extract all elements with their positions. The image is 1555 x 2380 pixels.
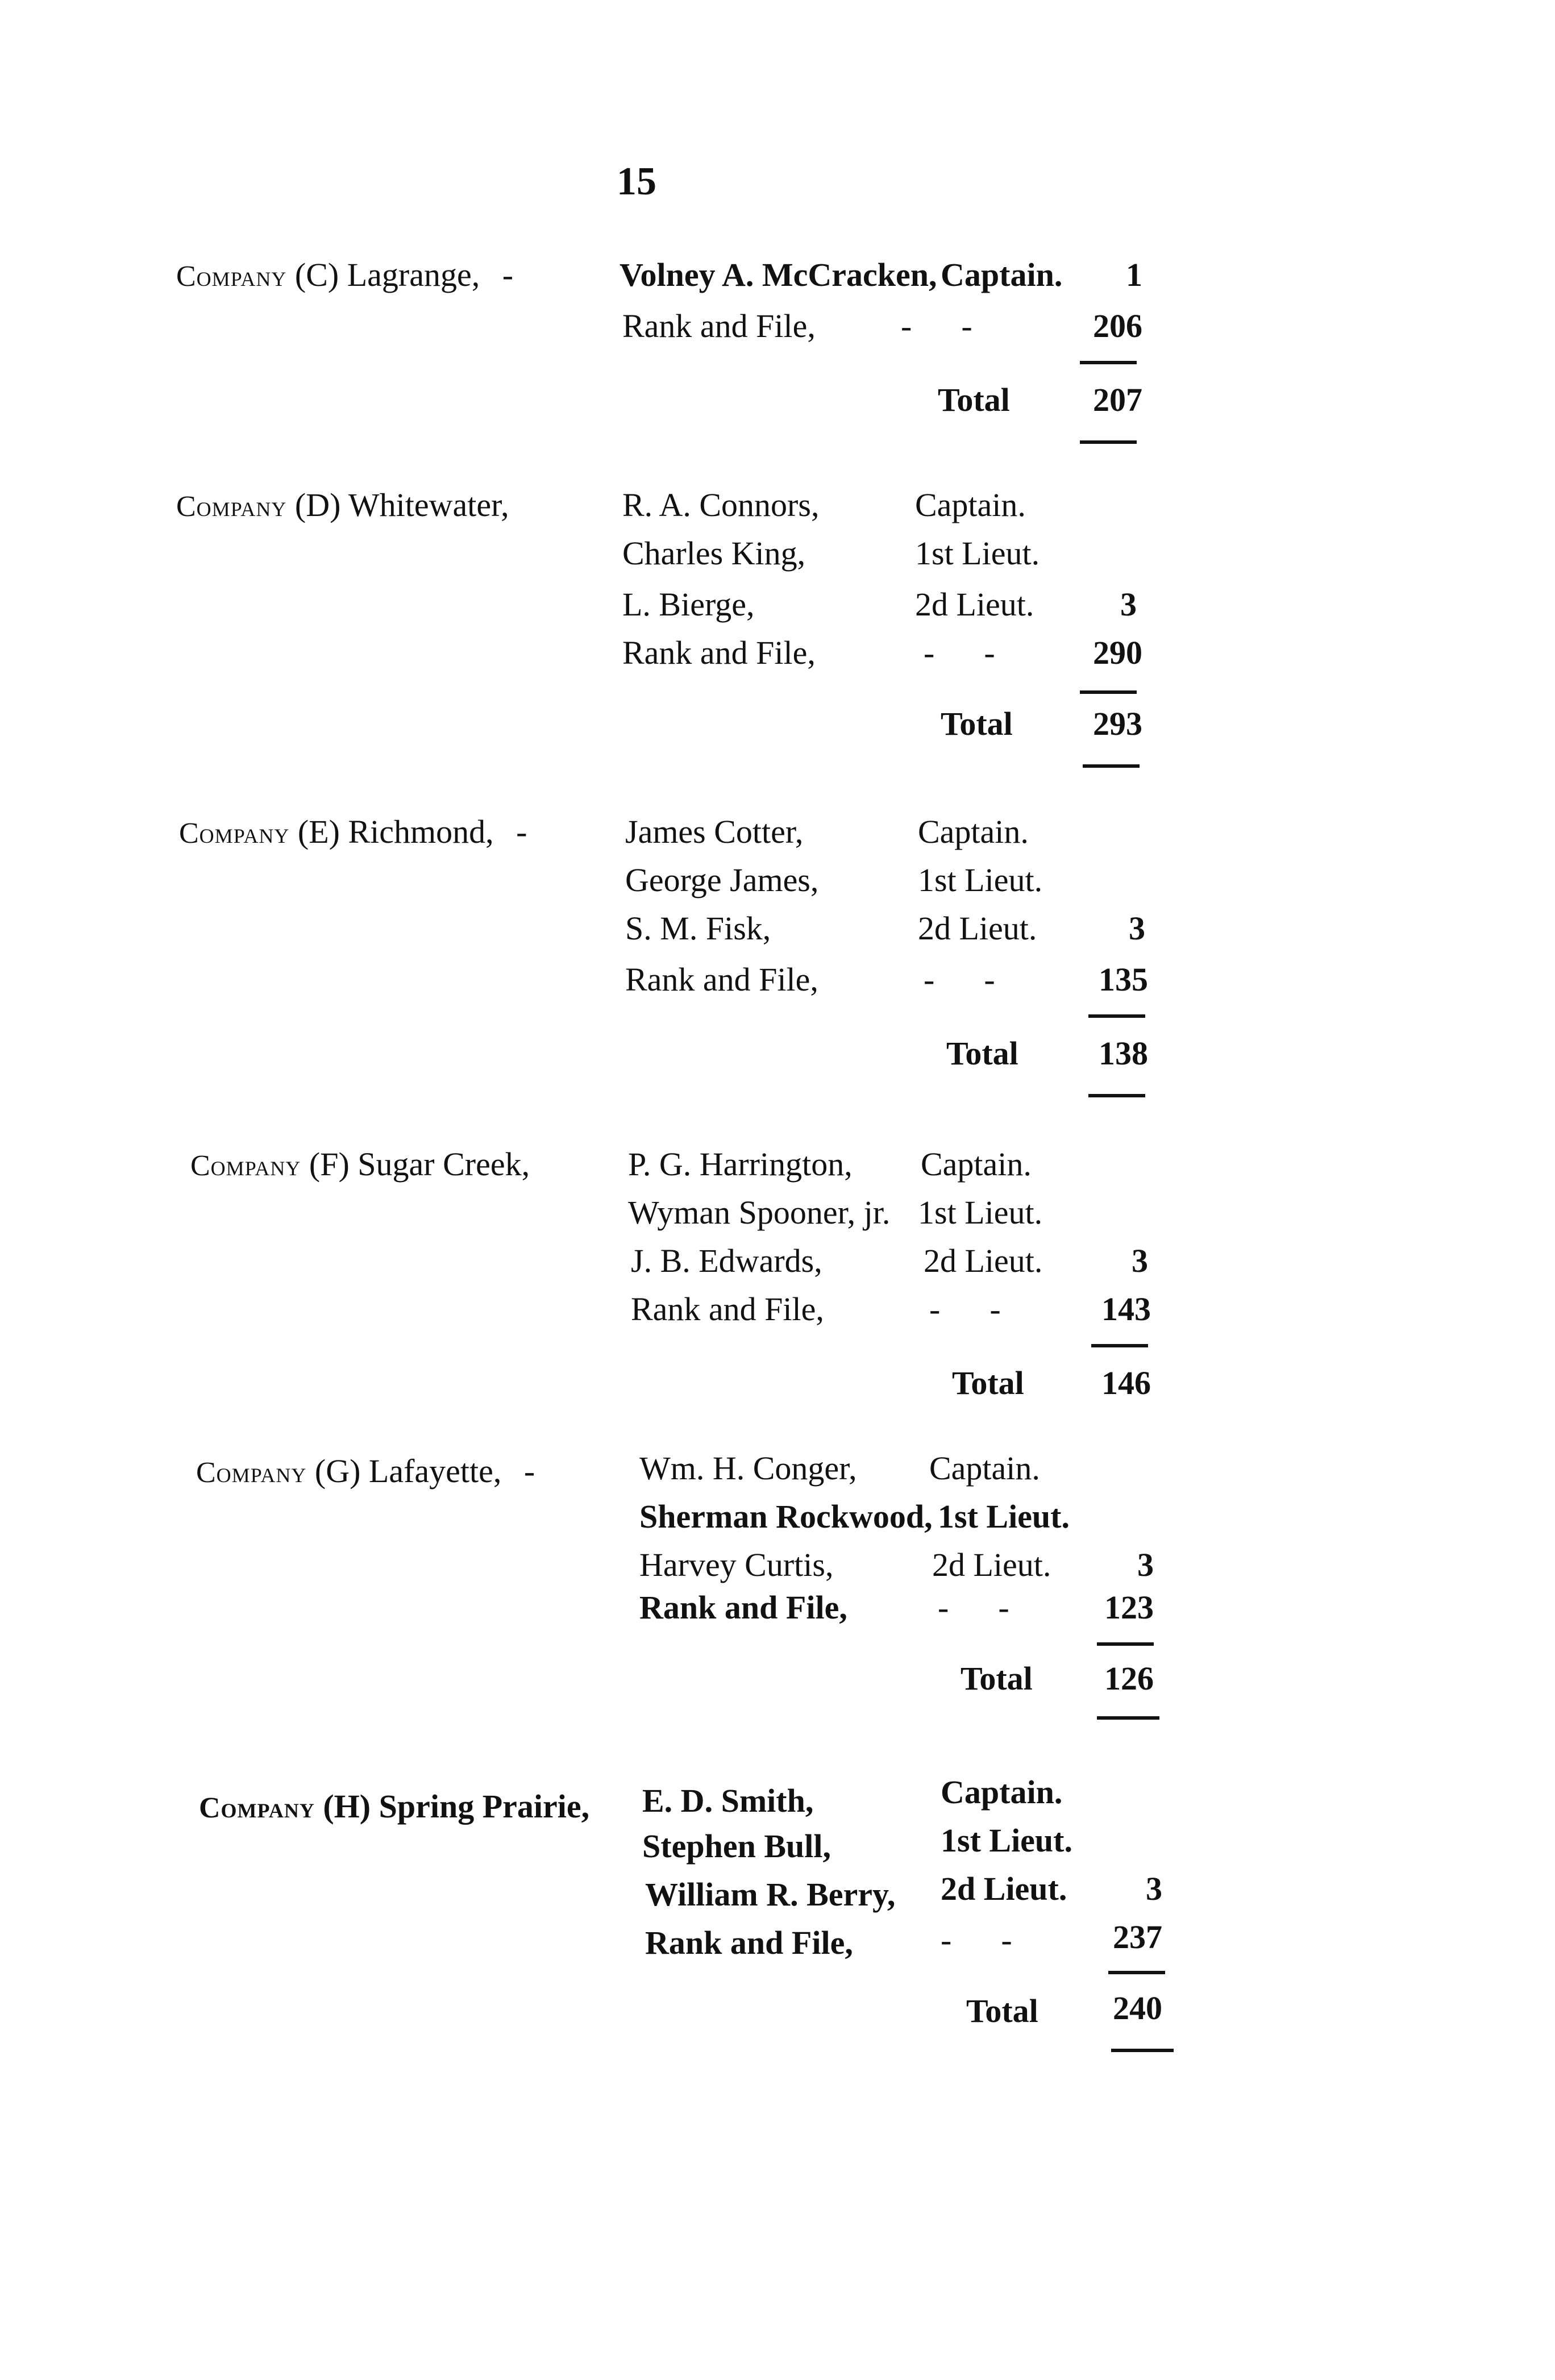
rank-and-file-count: 143 <box>1101 1291 1151 1328</box>
rank-and-file-dashes: - - <box>924 634 995 671</box>
officer-rank: Captain. <box>921 1146 1032 1183</box>
company-heading <box>176 486 509 523</box>
total-label: Total <box>941 705 1013 742</box>
total-count: 126 <box>1104 1660 1154 1697</box>
officer-rank: 1st Lieut. <box>938 1498 1070 1535</box>
rank-and-file-label: Rank and File, <box>645 1924 853 1961</box>
officer-rank: Captain. <box>915 486 1026 523</box>
company-word: Company <box>199 1792 315 1824</box>
total-label: Total <box>938 381 1010 418</box>
rank-and-file-count: 206 <box>1093 307 1142 344</box>
total-count: 138 <box>1099 1035 1148 1072</box>
sum-rule <box>1088 1014 1145 1018</box>
total-label: Total <box>961 1660 1033 1697</box>
sum-rule <box>1097 1642 1154 1646</box>
officer-count: 1 <box>1126 256 1142 293</box>
officer-rank: Captain. <box>941 1774 1063 1811</box>
rank-and-file-dashes: - - <box>938 1589 1009 1626</box>
company-letter: (F) <box>309 1146 350 1183</box>
officer-rank: 1st Lieut. <box>915 535 1040 572</box>
total-rule <box>1097 1716 1159 1720</box>
rank-and-file-label: Rank and File, <box>622 307 816 344</box>
company-heading <box>196 1455 535 1488</box>
rank-and-file-dashes: - - <box>929 1291 1001 1328</box>
company-word: Company <box>179 817 290 850</box>
sum-rule <box>1080 690 1137 694</box>
company-place: Spring Prairie, <box>379 1788 590 1825</box>
rank-and-file-count: 237 <box>1113 1919 1162 1955</box>
company-place: Lafayette, <box>368 1453 502 1489</box>
company-dash: - <box>502 256 514 293</box>
company-letter: (D) <box>294 486 341 523</box>
officer-rank: 2d Lieut. <box>941 1870 1067 1907</box>
company-letter: (E) <box>297 813 340 850</box>
company-dash: - <box>523 1453 535 1489</box>
company-word: Company <box>190 1150 301 1182</box>
company-place: Whitewater, <box>348 486 509 523</box>
rank-and-file-dashes: - - <box>924 961 995 998</box>
officer-rank: 1st Lieut. <box>918 862 1043 898</box>
total-label: Total <box>952 1364 1024 1401</box>
officer-name: George James, <box>625 862 819 898</box>
sum-rule <box>1080 361 1137 364</box>
total-rule <box>1088 1094 1145 1097</box>
company-heading <box>199 1790 589 1823</box>
company-place: Sugar Creek, <box>357 1146 530 1183</box>
officer-name: Sherman Rockwood, <box>639 1498 933 1535</box>
officer-rank: Captain. <box>929 1450 1040 1487</box>
officer-count: 3 <box>1120 586 1137 623</box>
rank-and-file-label: Rank and File, <box>625 961 818 998</box>
officer-rank: 2d Lieut. <box>932 1546 1051 1583</box>
officer-rank: Captain. <box>941 256 1063 293</box>
company-word: Company <box>176 260 287 293</box>
officer-rank: 1st Lieut. <box>918 1194 1043 1231</box>
company-heading <box>179 815 527 848</box>
officer-name: R. A. Connors, <box>622 486 820 523</box>
rank-and-file-dashes: - - <box>901 307 972 344</box>
company-word: Company <box>196 1457 307 1489</box>
officer-count: 3 <box>1146 1870 1162 1907</box>
officer-name: Stephen Bull, <box>642 1828 831 1865</box>
officer-name: James Cotter, <box>625 813 804 850</box>
officer-rank: 1st Lieut. <box>941 1822 1072 1859</box>
total-rule <box>1111 2049 1174 2052</box>
officer-rank: Captain. <box>918 813 1029 850</box>
rank-and-file-count: 290 <box>1093 634 1142 671</box>
rank-and-file-label: Rank and File, <box>622 634 816 671</box>
officer-rank: 2d Lieut. <box>924 1242 1043 1279</box>
sum-rule <box>1108 1971 1165 1974</box>
officer-name: E. D. Smith, <box>642 1782 814 1819</box>
total-rule <box>1083 764 1140 768</box>
rank-and-file-dashes: - - <box>941 1921 1012 1958</box>
officer-count: 3 <box>1137 1546 1154 1583</box>
officer-name: S. M. Fisk, <box>625 910 771 947</box>
officer-name: Volney A. McCracken, <box>619 256 937 293</box>
officer-name: William R. Berry, <box>645 1876 896 1913</box>
officer-name: Wyman Spooner, jr. <box>628 1194 891 1231</box>
total-rule <box>1080 440 1137 444</box>
company-letter: (C) <box>294 256 339 293</box>
total-count: 146 <box>1101 1364 1151 1401</box>
rank-and-file-count: 123 <box>1104 1589 1154 1626</box>
officer-name: Charles King, <box>622 535 806 572</box>
officer-count: 3 <box>1132 1242 1148 1279</box>
company-heading <box>176 256 514 293</box>
company-dash: - <box>516 813 527 850</box>
company-letter: (G) <box>314 1453 361 1489</box>
officer-name: L. Bierge, <box>622 586 755 623</box>
company-letter: (H) <box>323 1788 371 1825</box>
rank-and-file-count: 135 <box>1099 961 1148 998</box>
officer-name: Wm. H. Conger, <box>639 1450 857 1487</box>
sum-rule <box>1091 1344 1148 1347</box>
company-heading <box>190 1148 530 1181</box>
rank-and-file-label: Rank and File, <box>631 1291 824 1328</box>
total-count: 293 <box>1093 705 1142 742</box>
officer-rank: 2d Lieut. <box>915 586 1034 623</box>
officer-name: Harvey Curtis, <box>639 1546 834 1583</box>
page-number: 15 <box>617 160 656 203</box>
officer-name: J. B. Edwards, <box>631 1242 822 1279</box>
total-count: 240 <box>1113 1990 1162 2027</box>
total-label: Total <box>966 1992 1038 2029</box>
company-place: Richmond, <box>348 813 494 850</box>
total-count: 207 <box>1093 381 1142 418</box>
company-place: Lagrange, <box>347 256 480 293</box>
officer-rank: 2d Lieut. <box>918 910 1037 947</box>
officer-name: P. G. Harrington, <box>628 1146 853 1183</box>
rank-and-file-label: Rank and File, <box>639 1589 847 1626</box>
officer-count: 3 <box>1129 910 1145 947</box>
total-label: Total <box>946 1035 1018 1072</box>
company-word: Company <box>176 490 287 523</box>
